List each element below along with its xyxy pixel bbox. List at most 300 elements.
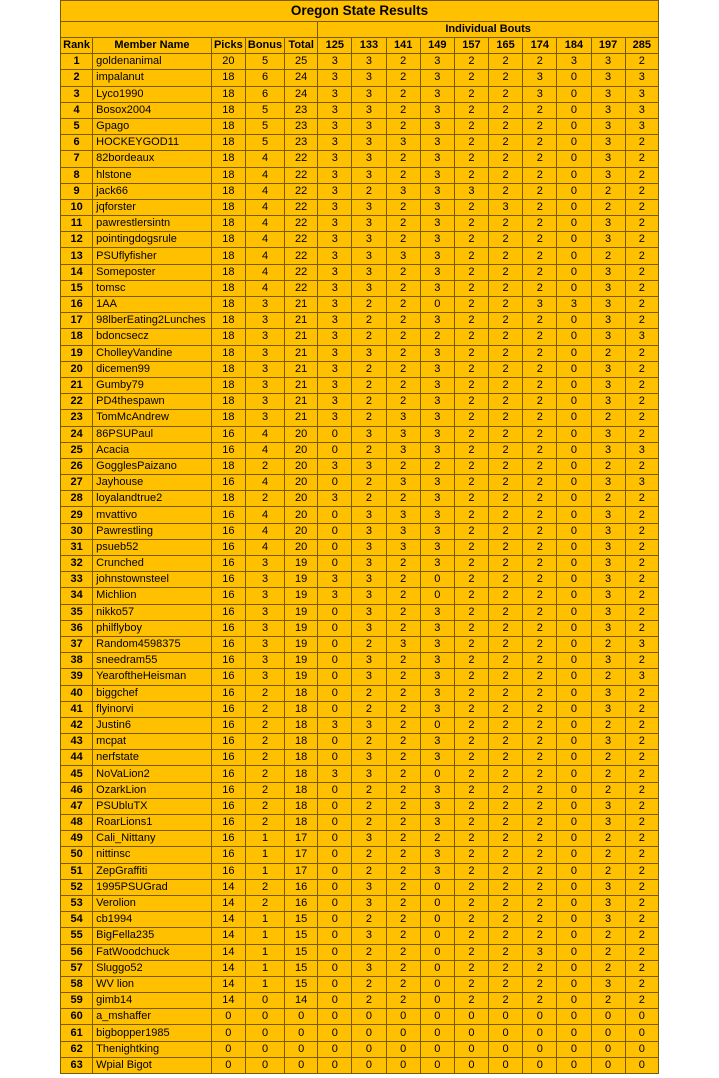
bout-125-cell: 0 xyxy=(318,669,352,685)
group-header-spacer xyxy=(61,22,318,38)
bonus-cell: 6 xyxy=(245,70,284,86)
bout-197-cell: 3 xyxy=(591,135,625,151)
rank-cell: 1 xyxy=(61,54,93,70)
bout-174-cell: 2 xyxy=(523,669,557,685)
rank-cell: 17 xyxy=(61,313,93,329)
bout-174-cell: 2 xyxy=(523,54,557,70)
bout-165-cell: 2 xyxy=(489,539,523,555)
bout-133-cell: 0 xyxy=(352,1041,386,1057)
table-row xyxy=(61,313,659,329)
bout-285-cell: 3 xyxy=(625,86,658,102)
bout-285-cell: 2 xyxy=(625,183,658,199)
bout-125-cell: 0 xyxy=(318,750,352,766)
picks-cell: 16 xyxy=(211,815,245,831)
bonus-cell: 2 xyxy=(245,766,284,782)
bonus-cell: 3 xyxy=(245,361,284,377)
bout-197-cell: 3 xyxy=(591,167,625,183)
bout-285-cell: 2 xyxy=(625,458,658,474)
bout-285-cell: 3 xyxy=(625,669,658,685)
rank-cell: 35 xyxy=(61,604,93,620)
bout-133-cell: 3 xyxy=(352,928,386,944)
bout-165-cell: 2 xyxy=(489,766,523,782)
table-row xyxy=(61,766,659,782)
bout-174-cell: 2 xyxy=(523,685,557,701)
bonus-cell: 4 xyxy=(245,232,284,248)
bout-184-cell: 0 xyxy=(557,280,591,296)
bout-149-cell: 3 xyxy=(420,410,454,426)
bout-133-cell: 3 xyxy=(352,523,386,539)
bonus-cell: 3 xyxy=(245,604,284,620)
table-row xyxy=(61,669,659,685)
member-name-cell: FatWoodchuck xyxy=(93,944,212,960)
bout-184-cell: 0 xyxy=(557,701,591,717)
bout-133-cell: 2 xyxy=(352,636,386,652)
bout-197-cell: 3 xyxy=(591,151,625,167)
column-header: Picks xyxy=(211,38,245,54)
bout-157-cell: 2 xyxy=(454,928,488,944)
bout-133-cell: 0 xyxy=(352,1009,386,1025)
rank-cell: 55 xyxy=(61,928,93,944)
bout-125-cell: 3 xyxy=(318,410,352,426)
bonus-cell: 2 xyxy=(245,717,284,733)
bonus-cell: 2 xyxy=(245,879,284,895)
picks-cell: 16 xyxy=(211,847,245,863)
bout-184-cell: 0 xyxy=(557,912,591,928)
bout-184-cell: 0 xyxy=(557,442,591,458)
bout-285-cell: 2 xyxy=(625,523,658,539)
table-row xyxy=(61,475,659,491)
bout-149-cell: 3 xyxy=(420,264,454,280)
bout-141-cell: 2 xyxy=(386,750,420,766)
bout-125-cell: 0 xyxy=(318,798,352,814)
member-name-cell: bigbopper1985 xyxy=(93,1025,212,1041)
bout-197-cell: 2 xyxy=(591,248,625,264)
total-cell: 16 xyxy=(285,895,318,911)
bout-149-cell: 3 xyxy=(420,135,454,151)
bout-165-cell: 2 xyxy=(489,734,523,750)
bout-285-cell: 2 xyxy=(625,280,658,296)
total-cell: 19 xyxy=(285,572,318,588)
bout-165-cell: 2 xyxy=(489,216,523,232)
bout-184-cell: 0 xyxy=(557,507,591,523)
bout-125-cell: 0 xyxy=(318,976,352,992)
bout-157-cell: 2 xyxy=(454,750,488,766)
bout-157-cell: 2 xyxy=(454,118,488,134)
bout-165-cell: 2 xyxy=(489,798,523,814)
bout-141-cell: 3 xyxy=(386,135,420,151)
picks-cell: 14 xyxy=(211,960,245,976)
bout-174-cell: 2 xyxy=(523,782,557,798)
member-name-cell: Justin6 xyxy=(93,717,212,733)
bout-149-cell: 3 xyxy=(420,782,454,798)
bout-197-cell: 2 xyxy=(591,491,625,507)
bout-141-cell: 0 xyxy=(386,1041,420,1057)
bonus-cell: 4 xyxy=(245,442,284,458)
bout-149-cell: 3 xyxy=(420,620,454,636)
table-row xyxy=(61,118,659,134)
table-row xyxy=(61,264,659,280)
bout-157-cell: 2 xyxy=(454,70,488,86)
bout-184-cell: 0 xyxy=(557,960,591,976)
picks-cell: 0 xyxy=(211,1041,245,1057)
picks-cell: 18 xyxy=(211,102,245,118)
bout-197-cell: 3 xyxy=(591,329,625,345)
bout-174-cell: 2 xyxy=(523,734,557,750)
bout-157-cell: 2 xyxy=(454,815,488,831)
total-cell: 15 xyxy=(285,960,318,976)
rank-cell: 48 xyxy=(61,815,93,831)
bonus-cell: 0 xyxy=(245,1041,284,1057)
bout-197-cell: 3 xyxy=(591,426,625,442)
bout-141-cell: 3 xyxy=(386,523,420,539)
bout-157-cell: 0 xyxy=(454,1025,488,1041)
bout-285-cell: 2 xyxy=(625,345,658,361)
bout-141-cell: 2 xyxy=(386,960,420,976)
picks-cell: 14 xyxy=(211,879,245,895)
bonus-cell: 4 xyxy=(245,475,284,491)
bout-149-cell: 3 xyxy=(420,491,454,507)
bout-141-cell: 2 xyxy=(386,377,420,393)
bout-165-cell: 2 xyxy=(489,135,523,151)
bout-197-cell: 2 xyxy=(591,750,625,766)
bout-125-cell: 3 xyxy=(318,345,352,361)
total-cell: 24 xyxy=(285,86,318,102)
picks-cell: 16 xyxy=(211,475,245,491)
bout-133-cell: 3 xyxy=(352,895,386,911)
bout-141-cell: 2 xyxy=(386,734,420,750)
picks-cell: 18 xyxy=(211,232,245,248)
bout-149-cell: 0 xyxy=(420,766,454,782)
bout-174-cell: 2 xyxy=(523,491,557,507)
bout-133-cell: 3 xyxy=(352,426,386,442)
bout-133-cell: 3 xyxy=(352,54,386,70)
sheet-title: Oregon State Results xyxy=(61,1,659,22)
bout-174-cell: 2 xyxy=(523,361,557,377)
table-row xyxy=(61,426,659,442)
bout-125-cell: 3 xyxy=(318,588,352,604)
bout-133-cell: 3 xyxy=(352,507,386,523)
bout-165-cell: 2 xyxy=(489,912,523,928)
bout-197-cell: 3 xyxy=(591,539,625,555)
bout-165-cell: 2 xyxy=(489,993,523,1009)
total-cell: 21 xyxy=(285,361,318,377)
table-row xyxy=(61,750,659,766)
picks-cell: 0 xyxy=(211,1057,245,1073)
bout-125-cell: 3 xyxy=(318,54,352,70)
bout-149-cell: 0 xyxy=(420,717,454,733)
bout-174-cell: 2 xyxy=(523,135,557,151)
total-cell: 20 xyxy=(285,491,318,507)
bout-141-cell: 2 xyxy=(386,102,420,118)
bout-149-cell: 3 xyxy=(420,70,454,86)
bout-285-cell: 3 xyxy=(625,636,658,652)
bout-197-cell: 2 xyxy=(591,847,625,863)
rank-cell: 39 xyxy=(61,669,93,685)
bout-125-cell: 3 xyxy=(318,458,352,474)
member-name-cell: Jayhouse xyxy=(93,475,212,491)
bout-125-cell: 0 xyxy=(318,863,352,879)
picks-cell: 18 xyxy=(211,345,245,361)
bonus-cell: 3 xyxy=(245,297,284,313)
rank-cell: 62 xyxy=(61,1041,93,1057)
bonus-cell: 2 xyxy=(245,491,284,507)
picks-cell: 18 xyxy=(211,167,245,183)
bout-133-cell: 2 xyxy=(352,863,386,879)
bout-285-cell: 0 xyxy=(625,1009,658,1025)
total-cell: 14 xyxy=(285,993,318,1009)
table-row xyxy=(61,523,659,539)
bout-174-cell: 2 xyxy=(523,167,557,183)
bout-285-cell: 3 xyxy=(625,442,658,458)
bonus-cell: 3 xyxy=(245,636,284,652)
bout-285-cell: 2 xyxy=(625,879,658,895)
bout-125-cell: 3 xyxy=(318,394,352,410)
bonus-cell: 2 xyxy=(245,782,284,798)
bout-285-cell: 0 xyxy=(625,1041,658,1057)
picks-cell: 16 xyxy=(211,507,245,523)
total-cell: 0 xyxy=(285,1025,318,1041)
bout-133-cell: 2 xyxy=(352,377,386,393)
rank-cell: 40 xyxy=(61,685,93,701)
bout-165-cell: 2 xyxy=(489,653,523,669)
picks-cell: 16 xyxy=(211,798,245,814)
bout-165-cell: 2 xyxy=(489,588,523,604)
total-cell: 20 xyxy=(285,539,318,555)
rank-cell: 7 xyxy=(61,151,93,167)
bout-149-cell: 3 xyxy=(420,118,454,134)
bout-165-cell: 2 xyxy=(489,523,523,539)
bout-157-cell: 2 xyxy=(454,199,488,215)
picks-cell: 16 xyxy=(211,685,245,701)
column-header: Rank xyxy=(61,38,93,54)
column-header: 157 xyxy=(454,38,488,54)
bout-125-cell: 3 xyxy=(318,102,352,118)
bout-141-cell: 2 xyxy=(386,976,420,992)
bout-174-cell: 2 xyxy=(523,329,557,345)
bout-165-cell: 2 xyxy=(489,426,523,442)
bonus-cell: 0 xyxy=(245,1025,284,1041)
member-name-cell: Verolion xyxy=(93,895,212,911)
column-header: 285 xyxy=(625,38,658,54)
bout-165-cell: 2 xyxy=(489,895,523,911)
column-header: 133 xyxy=(352,38,386,54)
bout-149-cell: 3 xyxy=(420,86,454,102)
picks-cell: 18 xyxy=(211,70,245,86)
bout-157-cell: 2 xyxy=(454,86,488,102)
total-cell: 19 xyxy=(285,556,318,572)
bout-133-cell: 3 xyxy=(352,669,386,685)
bout-125-cell: 0 xyxy=(318,847,352,863)
bout-133-cell: 3 xyxy=(352,70,386,86)
member-name-cell: jqforster xyxy=(93,199,212,215)
bout-197-cell: 3 xyxy=(591,118,625,134)
bonus-cell: 1 xyxy=(245,976,284,992)
bout-174-cell: 2 xyxy=(523,523,557,539)
picks-cell: 16 xyxy=(211,588,245,604)
bout-184-cell: 0 xyxy=(557,1009,591,1025)
bout-141-cell: 2 xyxy=(386,717,420,733)
bout-149-cell: 2 xyxy=(420,458,454,474)
table-row xyxy=(61,815,659,831)
total-cell: 18 xyxy=(285,766,318,782)
bout-157-cell: 2 xyxy=(454,879,488,895)
rank-cell: 8 xyxy=(61,167,93,183)
bonus-cell: 3 xyxy=(245,572,284,588)
bout-197-cell: 3 xyxy=(591,895,625,911)
bout-133-cell: 3 xyxy=(352,345,386,361)
bout-125-cell: 3 xyxy=(318,167,352,183)
rank-cell: 22 xyxy=(61,394,93,410)
bonus-cell: 5 xyxy=(245,102,284,118)
total-cell: 22 xyxy=(285,280,318,296)
bout-184-cell: 0 xyxy=(557,669,591,685)
total-cell: 20 xyxy=(285,442,318,458)
table-row xyxy=(61,734,659,750)
bout-157-cell: 2 xyxy=(454,426,488,442)
bout-133-cell: 3 xyxy=(352,135,386,151)
bout-174-cell: 2 xyxy=(523,863,557,879)
bout-285-cell: 2 xyxy=(625,410,658,426)
rank-cell: 16 xyxy=(61,297,93,313)
bout-184-cell: 0 xyxy=(557,426,591,442)
bout-165-cell: 2 xyxy=(489,604,523,620)
bout-184-cell: 0 xyxy=(557,976,591,992)
bout-174-cell: 2 xyxy=(523,912,557,928)
rank-cell: 59 xyxy=(61,993,93,1009)
bout-184-cell: 0 xyxy=(557,653,591,669)
bout-197-cell: 3 xyxy=(591,556,625,572)
bout-285-cell: 2 xyxy=(625,588,658,604)
bout-133-cell: 0 xyxy=(352,1057,386,1073)
bout-197-cell: 3 xyxy=(591,313,625,329)
bout-165-cell: 2 xyxy=(489,701,523,717)
picks-cell: 18 xyxy=(211,458,245,474)
picks-cell: 18 xyxy=(211,86,245,102)
bout-157-cell: 2 xyxy=(454,766,488,782)
bout-165-cell: 2 xyxy=(489,475,523,491)
picks-cell: 16 xyxy=(211,636,245,652)
bout-125-cell: 3 xyxy=(318,297,352,313)
member-name-cell: sneedram55 xyxy=(93,653,212,669)
table-row xyxy=(61,863,659,879)
table-row xyxy=(61,410,659,426)
bout-197-cell: 0 xyxy=(591,1025,625,1041)
bout-165-cell: 2 xyxy=(489,345,523,361)
bonus-cell: 2 xyxy=(245,734,284,750)
bout-197-cell: 2 xyxy=(591,458,625,474)
bout-165-cell: 2 xyxy=(489,297,523,313)
picks-cell: 16 xyxy=(211,604,245,620)
bout-125-cell: 3 xyxy=(318,491,352,507)
bout-197-cell: 2 xyxy=(591,863,625,879)
bout-149-cell: 0 xyxy=(420,1025,454,1041)
bout-285-cell: 2 xyxy=(625,944,658,960)
bout-157-cell: 2 xyxy=(454,944,488,960)
bout-157-cell: 2 xyxy=(454,912,488,928)
bout-197-cell: 3 xyxy=(591,280,625,296)
rank-cell: 14 xyxy=(61,264,93,280)
bout-149-cell: 3 xyxy=(420,669,454,685)
member-name-cell: BigFella235 xyxy=(93,928,212,944)
bout-174-cell: 2 xyxy=(523,426,557,442)
bout-141-cell: 2 xyxy=(386,912,420,928)
bout-184-cell: 3 xyxy=(557,297,591,313)
bout-184-cell: 0 xyxy=(557,928,591,944)
bonus-cell: 1 xyxy=(245,863,284,879)
total-cell: 18 xyxy=(285,750,318,766)
bout-133-cell: 2 xyxy=(352,394,386,410)
bout-157-cell: 2 xyxy=(454,556,488,572)
bout-141-cell: 2 xyxy=(386,847,420,863)
bout-184-cell: 0 xyxy=(557,329,591,345)
bout-184-cell: 0 xyxy=(557,118,591,134)
bout-149-cell: 3 xyxy=(420,863,454,879)
bout-197-cell: 3 xyxy=(591,912,625,928)
bout-149-cell: 0 xyxy=(420,1041,454,1057)
bonus-cell: 4 xyxy=(245,539,284,555)
table-row xyxy=(61,717,659,733)
bout-125-cell: 0 xyxy=(318,475,352,491)
table-row xyxy=(61,572,659,588)
bout-197-cell: 3 xyxy=(591,102,625,118)
bout-149-cell: 0 xyxy=(420,1057,454,1073)
rank-cell: 53 xyxy=(61,895,93,911)
table-row xyxy=(61,798,659,814)
bout-133-cell: 3 xyxy=(352,216,386,232)
bout-174-cell: 2 xyxy=(523,442,557,458)
member-name-cell: nerfstate xyxy=(93,750,212,766)
bout-165-cell: 2 xyxy=(489,361,523,377)
bout-149-cell: 3 xyxy=(420,701,454,717)
table-row xyxy=(61,442,659,458)
bout-149-cell: 3 xyxy=(420,539,454,555)
bout-285-cell: 2 xyxy=(625,912,658,928)
bout-165-cell: 2 xyxy=(489,410,523,426)
column-header: 174 xyxy=(523,38,557,54)
total-cell: 20 xyxy=(285,458,318,474)
table-row xyxy=(61,604,659,620)
bout-133-cell: 3 xyxy=(352,102,386,118)
picks-cell: 18 xyxy=(211,280,245,296)
bout-149-cell: 0 xyxy=(420,895,454,911)
bout-133-cell: 3 xyxy=(352,588,386,604)
bout-285-cell: 3 xyxy=(625,329,658,345)
bout-165-cell: 2 xyxy=(489,183,523,199)
column-header: 141 xyxy=(386,38,420,54)
member-name-cell: OzarkLion xyxy=(93,782,212,798)
bonus-cell: 5 xyxy=(245,54,284,70)
bout-174-cell: 0 xyxy=(523,1041,557,1057)
bout-197-cell: 2 xyxy=(591,345,625,361)
bonus-cell: 1 xyxy=(245,912,284,928)
bout-141-cell: 3 xyxy=(386,507,420,523)
bout-197-cell: 3 xyxy=(591,523,625,539)
bout-174-cell: 2 xyxy=(523,798,557,814)
bonus-cell: 4 xyxy=(245,199,284,215)
bout-157-cell: 2 xyxy=(454,377,488,393)
member-name-cell: 82bordeaux xyxy=(93,151,212,167)
bonus-cell: 2 xyxy=(245,815,284,831)
bout-157-cell: 2 xyxy=(454,102,488,118)
bout-125-cell: 0 xyxy=(318,620,352,636)
bout-125-cell: 0 xyxy=(318,1041,352,1057)
bout-197-cell: 3 xyxy=(591,507,625,523)
bout-125-cell: 0 xyxy=(318,653,352,669)
bout-165-cell: 2 xyxy=(489,151,523,167)
bout-133-cell: 3 xyxy=(352,539,386,555)
bout-157-cell: 2 xyxy=(454,523,488,539)
bout-285-cell: 2 xyxy=(625,199,658,215)
